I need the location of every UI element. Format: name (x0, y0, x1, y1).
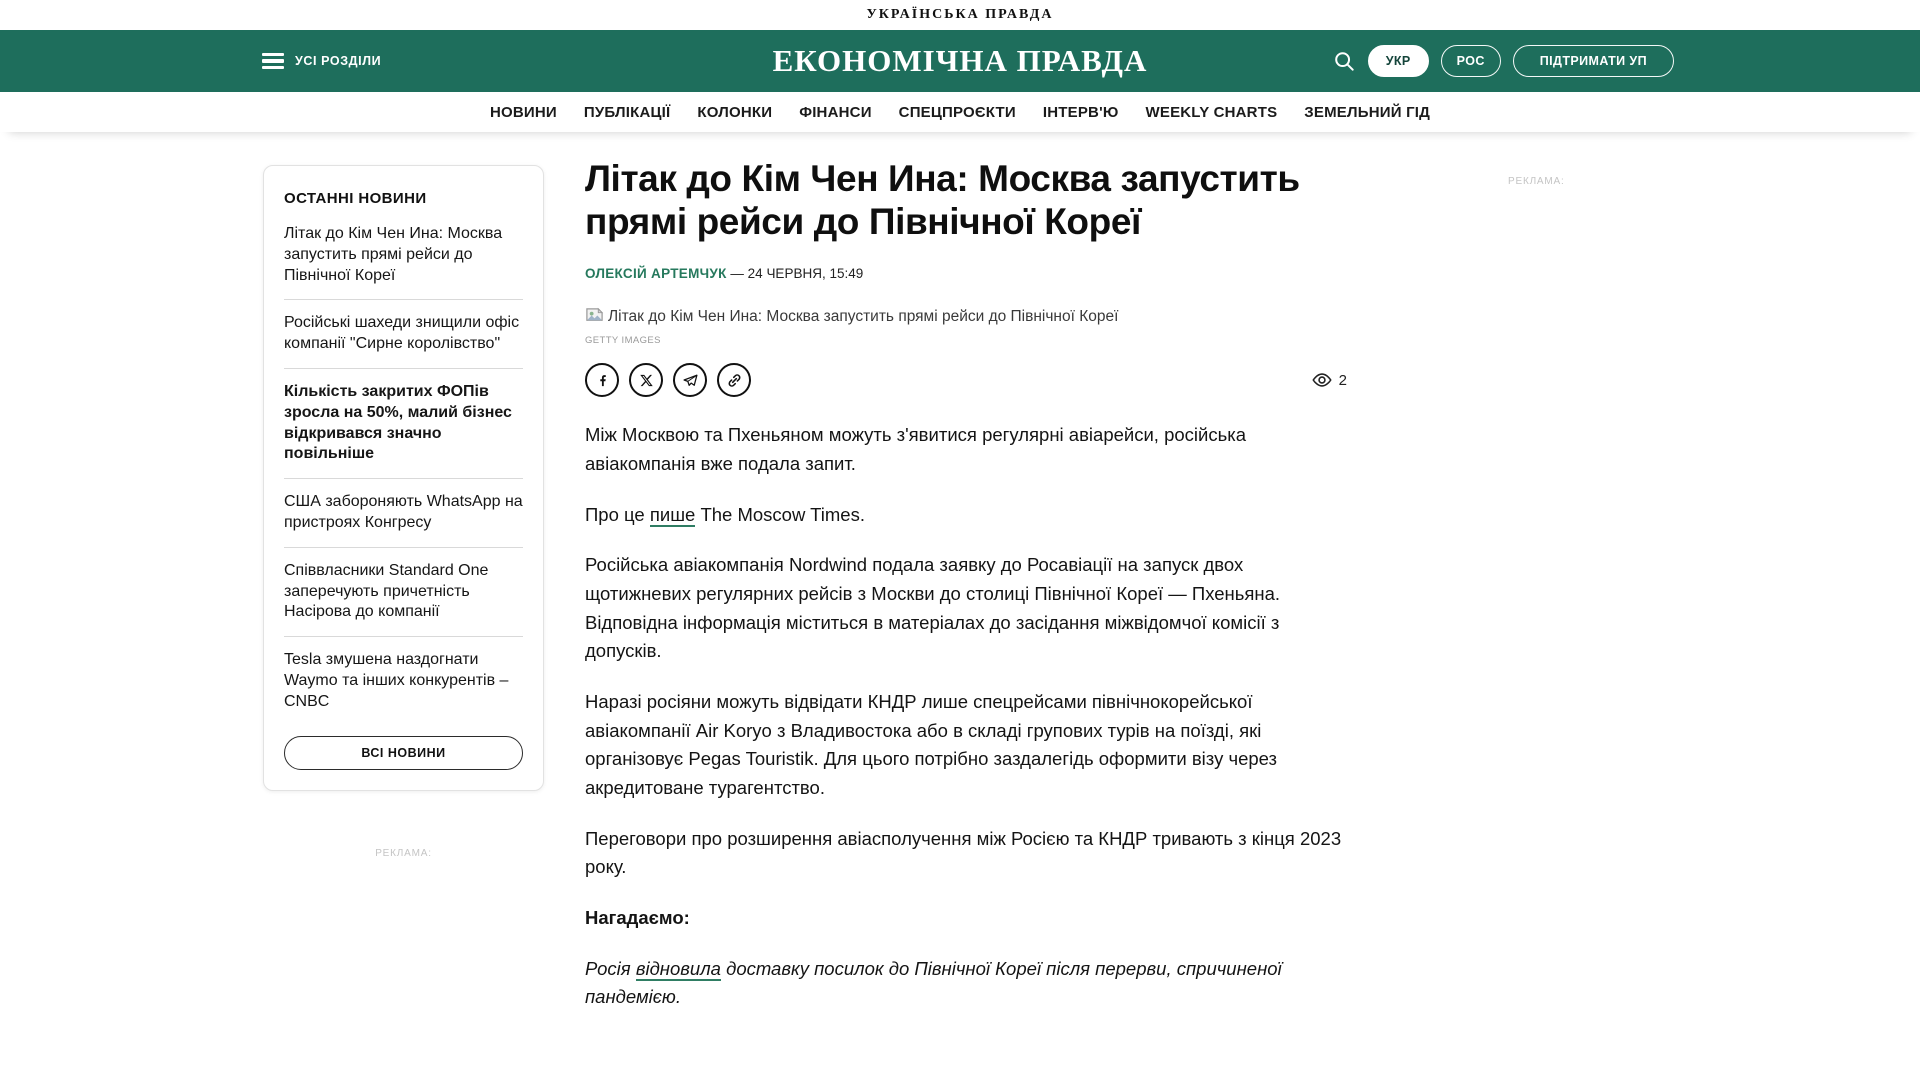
latest-news-panel (263, 165, 544, 791)
sidebar-news-item[interactable]: Співвласники Standard One заперечують причетність Насірова до компанії (284, 547, 523, 636)
share-copy-link-button[interactable] (717, 363, 751, 397)
page-main (0, 132, 1920, 1080)
sidebar-news-item[interactable]: США забороняють WhatsApp на пристроях Конгресу (284, 478, 523, 547)
article-paragraph: Переговори про розширення авіасполучення між Росією та КНДР тривають з кінця 2023 року. (585, 827, 1342, 878)
section-nav (0, 92, 1920, 132)
lang-ukr-button[interactable]: УКР (1368, 45, 1429, 77)
image-credit: GETTY IMAGES (585, 335, 661, 347)
topbar (0, 0, 1920, 30)
copy-link-icon (726, 372, 743, 389)
share-row (585, 363, 1347, 397)
view-counter (1311, 369, 1347, 391)
ad-label-left: РЕКЛАМА: (375, 848, 432, 859)
nav-item-публікації[interactable]: ПУБЛІКАЦІЇ (583, 103, 671, 121)
image-alt-text: Літак до Кім Чен Ина: Москва запустить прямі рейси до Північної Кореї (608, 307, 1119, 325)
all-sections-menu-button[interactable] (262, 30, 381, 92)
nav-item-weekly-charts[interactable]: WEEKLY CHARTS (1145, 103, 1278, 121)
inline-link[interactable]: відновила (635, 957, 721, 979)
sidebar-news-item[interactable]: Кількість закритих ФОПів зросла на 50%, малий бізнес відкривався значно повільніше (284, 368, 523, 478)
broken-image-icon (585, 307, 604, 326)
article-paragraph: Російська авіакомпанія Nordwind подала заявку до Росавіації на запуск двох щотижневих регулярних рейсів з Москви до столиці Північної Кореї — Пхеньяна. Відповідна інформація міститься в матеріалах до засідання міжвідомчої комісії з допусків. (585, 554, 1281, 662)
nav-item-земельний-гід[interactable]: ЗЕМЕЛЬНИЙ ГІД (1304, 103, 1431, 121)
sidebar-news-item[interactable]: Tesla змушена наздогнати Waymo та інших конкурентів – CNBC (284, 636, 523, 725)
article-title: Літак до Кім Чен Ина: Москва запустить прямі рейси до Північної Кореї (585, 158, 1300, 242)
telegram-icon (682, 372, 699, 389)
share-x-button[interactable] (629, 363, 663, 397)
ad-label-right: РЕКЛАМА: (1508, 176, 1565, 187)
sidebar-news-item[interactable]: Російські шахеди знищили офіс компанії "Сирне королівство" (284, 299, 523, 368)
article-image-broken (585, 308, 1347, 327)
nav-item-спецпроєкти[interactable]: СПЕЦПРОЄКТИ (898, 103, 1016, 121)
share-facebook-button[interactable] (585, 363, 619, 397)
x-twitter-icon (639, 373, 654, 388)
all-news-button[interactable]: ВСІ НОВИНИ (284, 736, 523, 770)
inline-link[interactable]: пише (649, 503, 696, 525)
latest-news-title: ОСТАННІ НОВИНИ (284, 190, 427, 207)
view-count: 2 (1338, 371, 1347, 389)
search-icon (1333, 50, 1355, 72)
author-link[interactable]: ОЛЕКСІЙ АРТЕМЧУК (585, 265, 727, 281)
article (585, 158, 1347, 1034)
article-paragraph: Росія відновила доставку посилок до Північної Кореї після перерви, спричиненої пандемією. (585, 957, 1282, 1008)
latest-news-list (284, 211, 523, 726)
article-paragraph: Про це пише The Moscow Times. (585, 503, 865, 525)
ekonomichna-pravda-logo[interactable]: ЕКОНОМІЧНА ПРАВДА (772, 43, 1148, 78)
facebook-icon (594, 372, 611, 389)
site-header (0, 30, 1920, 92)
nav-item-новини[interactable]: НОВИНИ (489, 103, 557, 121)
nav-item-фінанси[interactable]: ФІНАНСИ (799, 103, 872, 121)
lang-ros-button[interactable]: РОС (1441, 45, 1501, 77)
article-paragraph: Наразі росіяни можуть відвідати КНДР лише спецрейсами північнокорейської авіакомпанії Air Koryo з Владивостока або в складі групових турів на поїзді, які організовує Pegas Touristik. Для цього потрібно заздалегідь оформити візу через акредитоване турагентство. (585, 691, 1278, 799)
support-up-button[interactable]: ПІДТРИМАТИ УП (1513, 45, 1674, 77)
sidebar-news-item[interactable]: Літак до Кім Чен Ина: Москва запустить прямі рейси до Північної Кореї (284, 225, 503, 284)
share-telegram-button[interactable] (673, 363, 707, 397)
article-paragraph: Між Москвою та Пхеньяном можуть з'явитися регулярні авіарейси, російська авіакомпанія вже подала запит. (585, 424, 1247, 475)
publish-date: — 24 ЧЕРВНЯ, 15:49 (730, 265, 864, 281)
article-paragraph: Нагадаємо: (585, 907, 690, 929)
search-button[interactable] (1332, 49, 1356, 73)
article-byline (585, 266, 1347, 281)
ukrainska-pravda-brand[interactable]: УКРАЇНСЬКА ПРАВДА (866, 7, 1054, 22)
article-body (585, 421, 1347, 1012)
header-actions (1332, 30, 1674, 92)
menu-label: УСІ РОЗДІЛИ (295, 54, 382, 68)
nav-item-колонки[interactable]: КОЛОНКИ (697, 103, 773, 121)
hamburger-icon (262, 53, 284, 69)
nav-item-інтерв-ю[interactable]: ІНТЕРВ'Ю (1042, 103, 1119, 121)
eye-icon (1311, 369, 1333, 391)
